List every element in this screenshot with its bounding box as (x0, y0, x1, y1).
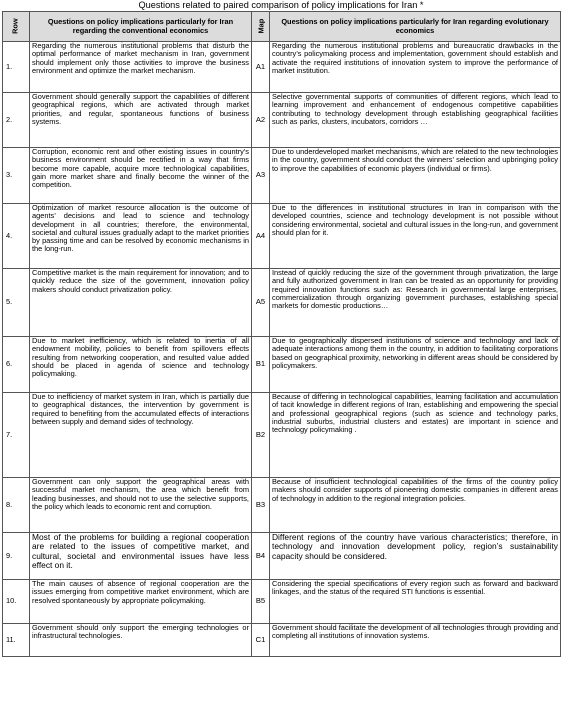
evolutionary-cell: Regarding the numerous institutional problems and bureaucratic drawbacks in the country’s policymaking process and implementation, government should establish and activate the required institutions of innovation system to improve the performance of market institution. (270, 42, 561, 93)
row-number: 5. (3, 269, 30, 337)
evolutionary-cell: Because of differing in technological capabilities, learning facilitation and accumulation of tacit knowledge in different regions of Iran, establishing and empowering the special and professional geographical regions (such as science and technology parks, industrial suburbs, industrial clusters and estates) are important in science and technology policymaking . (270, 393, 561, 478)
conventional-cell: Government should only support the emerging technologies or infrastructural technologies. (30, 624, 252, 657)
table-caption: Questions related to paired comparison of policy implications for Iran * (138, 0, 424, 10)
evolutionary-cell: Selective governmental supports of communities of different regions, which lead to learning improvement and enhancement of endogenous competitive capabilities contributing to technology development through establishing geographical facilities such as parks, clusters, incubators, corridors … (270, 93, 561, 148)
evolutionary-cell: Because of insufficient technological capabilities of the firms of the country policy makers should consider supports of pioneering domestic companies in different areas of technology in addition to the regional integration policies. (270, 478, 561, 533)
map-code: B3 (252, 478, 270, 533)
row-number: 8. (3, 478, 30, 533)
table-row (3, 337, 561, 393)
row-number: 11. (3, 624, 30, 657)
row-header: Row (3, 12, 30, 42)
table-row (3, 478, 561, 533)
table-row (3, 42, 561, 93)
conventional-cell: Government can only support the geographical areas with successful market mechanism, the area which benefit from leading businesses, and should not to use the selective supports, the policy which leads to economic rent and corruption. (30, 478, 252, 533)
table-row (3, 204, 561, 269)
conventional-header: Questions on policy implications particularly for Iran regarding the conventional economics (30, 12, 252, 42)
evolutionary-cell: Due to the differences in institutional structures in Iran in comparison with the developed countries, science and technology development is not possible without considering environmental, societal and cultural issues in the long-run, and government should plan for it. (270, 204, 561, 269)
conventional-cell: Competitive market is the main requirement for innovation; and to quickly reduce the size of the government, innovation policy makers should conduct privatization policy. (30, 269, 252, 337)
map-code: A3 (252, 148, 270, 204)
conventional-cell: Government should generally support the capabilities of different geographical regions, which are activated through market priorities, and regular, spontaneous functions of business systems. (30, 93, 252, 148)
conventional-cell: Most of the problems for building a regional cooperation are related to the issues of competitive market, and cultural, societal and environmental issues have less effect on it. (30, 533, 252, 580)
evolutionary-cell: Different regions of the country have various characteristics; therefore, in technology and innovation development policy, region’s sustainability capacity should be considered. (270, 533, 561, 580)
conventional-cell: Due to inefficiency of market system in Iran, which is partially due to geographical distances, the intervention by government is required to benefiting from the accumulated effects of interactions between supply and demand sides of technology. (30, 393, 252, 478)
map-code: A1 (252, 42, 270, 93)
table-row (3, 533, 561, 580)
map-code: A5 (252, 269, 270, 337)
evolutionary-cell: Due to underdeveloped market mechanisms, which are related to the new technologies in the country, government should conduct the winners’ selection and upbringing policy to improve the capabilities of economic players (individual or firms). (270, 148, 561, 204)
comparison-table (2, 11, 561, 657)
evolutionary-cell: Considering the special specifications of every region such as forward and backward linkages, and the status of the required STI functions is essential. (270, 580, 561, 624)
table-row (3, 624, 561, 657)
row-number: 4. (3, 204, 30, 269)
evolutionary-header: Questions on policy implications particularly for Iran regarding evolutionary economics (270, 12, 561, 42)
row-number: 10. (3, 580, 30, 624)
map-code: B1 (252, 337, 270, 393)
conventional-cell: Regarding the numerous institutional problems that disturb the optimal performance of market mechanism in Iran, government should implement only those activities to improve the business environment and optimize the market mechanism. (30, 42, 252, 93)
map-header: Map (252, 12, 270, 42)
row-number: 3. (3, 148, 30, 204)
table-row (3, 393, 561, 478)
map-code: B2 (252, 393, 270, 478)
header-row (3, 12, 561, 42)
map-code: B4 (252, 533, 270, 580)
row-number: 6. (3, 337, 30, 393)
evolutionary-cell: Due to geographically dispersed institutions of science and technology and lack of adequate interactions among them in the country, in addition to facilitating corporations based on geographical proximity, networking in different areas should be considered by policymakers. (270, 337, 561, 393)
table-row (3, 269, 561, 337)
conventional-cell: Due to market inefficiency, which is related to inertia of all endowment mobility, policies to benefit from spillovers effects resulting from networking cooperation, and resulted value added should be placed in agenda of science and technology policymaking. (30, 337, 252, 393)
conventional-cell: The main causes of absence of regional cooperation are the issues emerging from competitive market environment, which are resolved spontaneously by appropriate policymaking. (30, 580, 252, 624)
map-code: A2 (252, 93, 270, 148)
row-number: 2. (3, 93, 30, 148)
map-code: A4 (252, 204, 270, 269)
row-number: 7. (3, 393, 30, 478)
conventional-cell: Corruption, economic rent and other existing issues in country’s business environment should be rectified in a way that firms become more capable, acquire more technological capabilities, gain more market share and finally become the winner of the competition. (30, 148, 252, 204)
evolutionary-cell: Government should facilitate the development of all technologies through providing and completing all institutions of innovation systems. (270, 624, 561, 657)
evolutionary-cell: Instead of quickly reducing the size of the government through privatization, the large and fully authorized government in Iran can be treated as an opportunity for providing required innovation functions such as: Research in governmental large enterprises, commercialization through organizing government purchases, establishing special markets for domestic productions… (270, 269, 561, 337)
conventional-cell: Optimization of market resource allocation is the outcome of agents’ decisions and lead to science and technology development in all countries; therefore, the environmental, societal and cultural issues gradually adapt to the market priorities by passing time and can be resolved by economic mechanisms in the long-run. (30, 204, 252, 269)
row-number: 9. (3, 533, 30, 580)
table-row (3, 148, 561, 204)
row-number: 1. (3, 42, 30, 93)
map-code: B5 (252, 580, 270, 624)
map-code: C1 (252, 624, 270, 657)
table-row (3, 93, 561, 148)
table-row (3, 580, 561, 624)
